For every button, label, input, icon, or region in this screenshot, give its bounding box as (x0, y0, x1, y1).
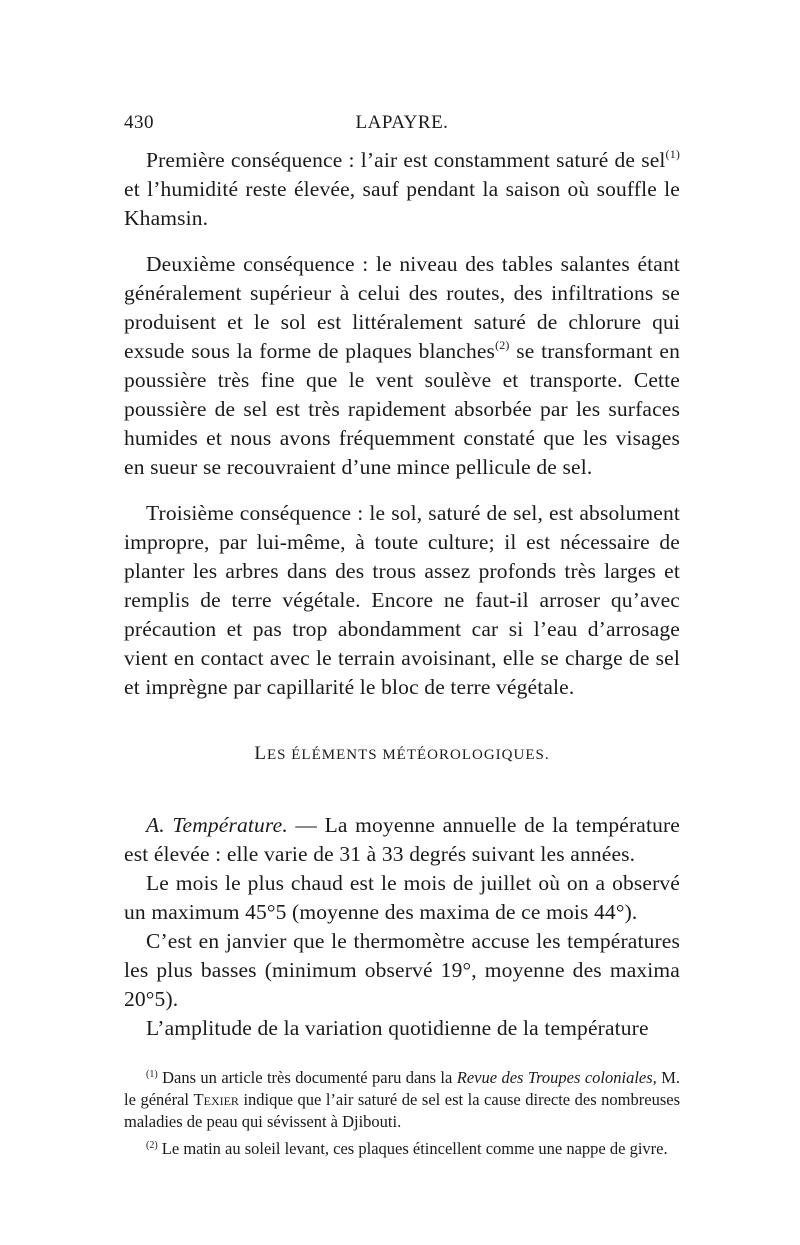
paragraph-hottest-month: Le mois le plus chaud est le mois de juillet où on a observé un maximum 45°5 (moyenne des maxima de ce mois 44°). (124, 871, 680, 924)
paragraph-text: et l’humidité reste élevée, sauf pendant la saison où souffle le Khamsin. (124, 177, 680, 230)
paragraph-text: Deuxième conséquence : le niveau des tables salantes étant généralement supérieur à celui des routes, des infiltrations se produisent et le sol est littéralement saturé de chlorure qui exsude sous la forme de plaques blanches (124, 252, 680, 363)
footnote-text: Le matin au soleil levant, ces plaques étincellent comme une nappe de givre. (157, 1139, 668, 1158)
paragraph-text: se transformant en poussière très fine que le vent soulève et transporte. Cette poussière de sel est très rapidement absorbée par les surfaces humides et nous avons fréquemment constaté que les visages en sueur se recouvraient d’une mince pellicule de sel. (124, 339, 681, 479)
paragraph-daily-amplitude: L’amplitude de la variation quotidienne de la température (146, 1016, 649, 1040)
footnote-text: M. le général (124, 1068, 681, 1109)
footnote-marker-1: (1) (146, 1069, 158, 1080)
paragraph-text: Première conséquence : l’air est constamment saturé de sel (146, 148, 666, 172)
section-heading-text: ES ÉLÉMENTS MÉTÉOROLOGIQUES. (267, 747, 550, 763)
footnote-text: indique que l’air saturé de sel est la cause directe des nombreuses maladies de peau qui sévissent à Djibouti. (124, 1090, 680, 1131)
section-heading (124, 743, 680, 765)
footnote-marker-2: (2) (146, 1140, 158, 1151)
paragraph-text: — La moyenne annuelle de la température est élevée : elle varie de 31 à 33 degrés suivant les années. (124, 813, 680, 866)
section-heading-initial: L (254, 743, 268, 764)
footnote-1 (124, 1067, 680, 1133)
running-title: LAPAYRE. (355, 112, 449, 133)
footnotes (124, 1067, 680, 1160)
footnote-2 (124, 1138, 680, 1160)
footnote-reference-2: (2) (495, 338, 510, 352)
running-head (124, 112, 680, 146)
page-number: 430 (124, 112, 154, 133)
subsection-heading: A. Température. (146, 813, 288, 837)
paragraph-first-consequence (124, 146, 680, 233)
footnote-reference-1: (1) (665, 147, 680, 161)
paragraph-coldest-month: C’est en janvier que le thermomètre accuse les températures les plus basses (minimum observé 19°, moyenne des maxima 20°5). (124, 929, 680, 1011)
paragraph-third-consequence: Troisième conséquence : le sol, saturé de sel, est absolument impropre, par lui-même, à toute culture; il est nécessaire de planter les arbres dans des trous assez profonds très larges et remplis de terre végétale. Encore ne faut-il arroser qu’avec précaution et pas trop abondamment car si l’eau d’arrosage vient en contact avec le terrain avoisinant, elle se charge de sel et imprègne par capillarité le bloc de terre végétale. (124, 501, 680, 699)
book-page (124, 112, 680, 1165)
paragraph-second-consequence (124, 250, 680, 482)
author-name: Texier (193, 1090, 239, 1109)
journal-title: Revue des Troupes coloniales, (456, 1068, 657, 1087)
footnote-text: Dans un article très documenté paru dans la (157, 1068, 457, 1087)
paragraph-temperature-intro (124, 811, 680, 869)
